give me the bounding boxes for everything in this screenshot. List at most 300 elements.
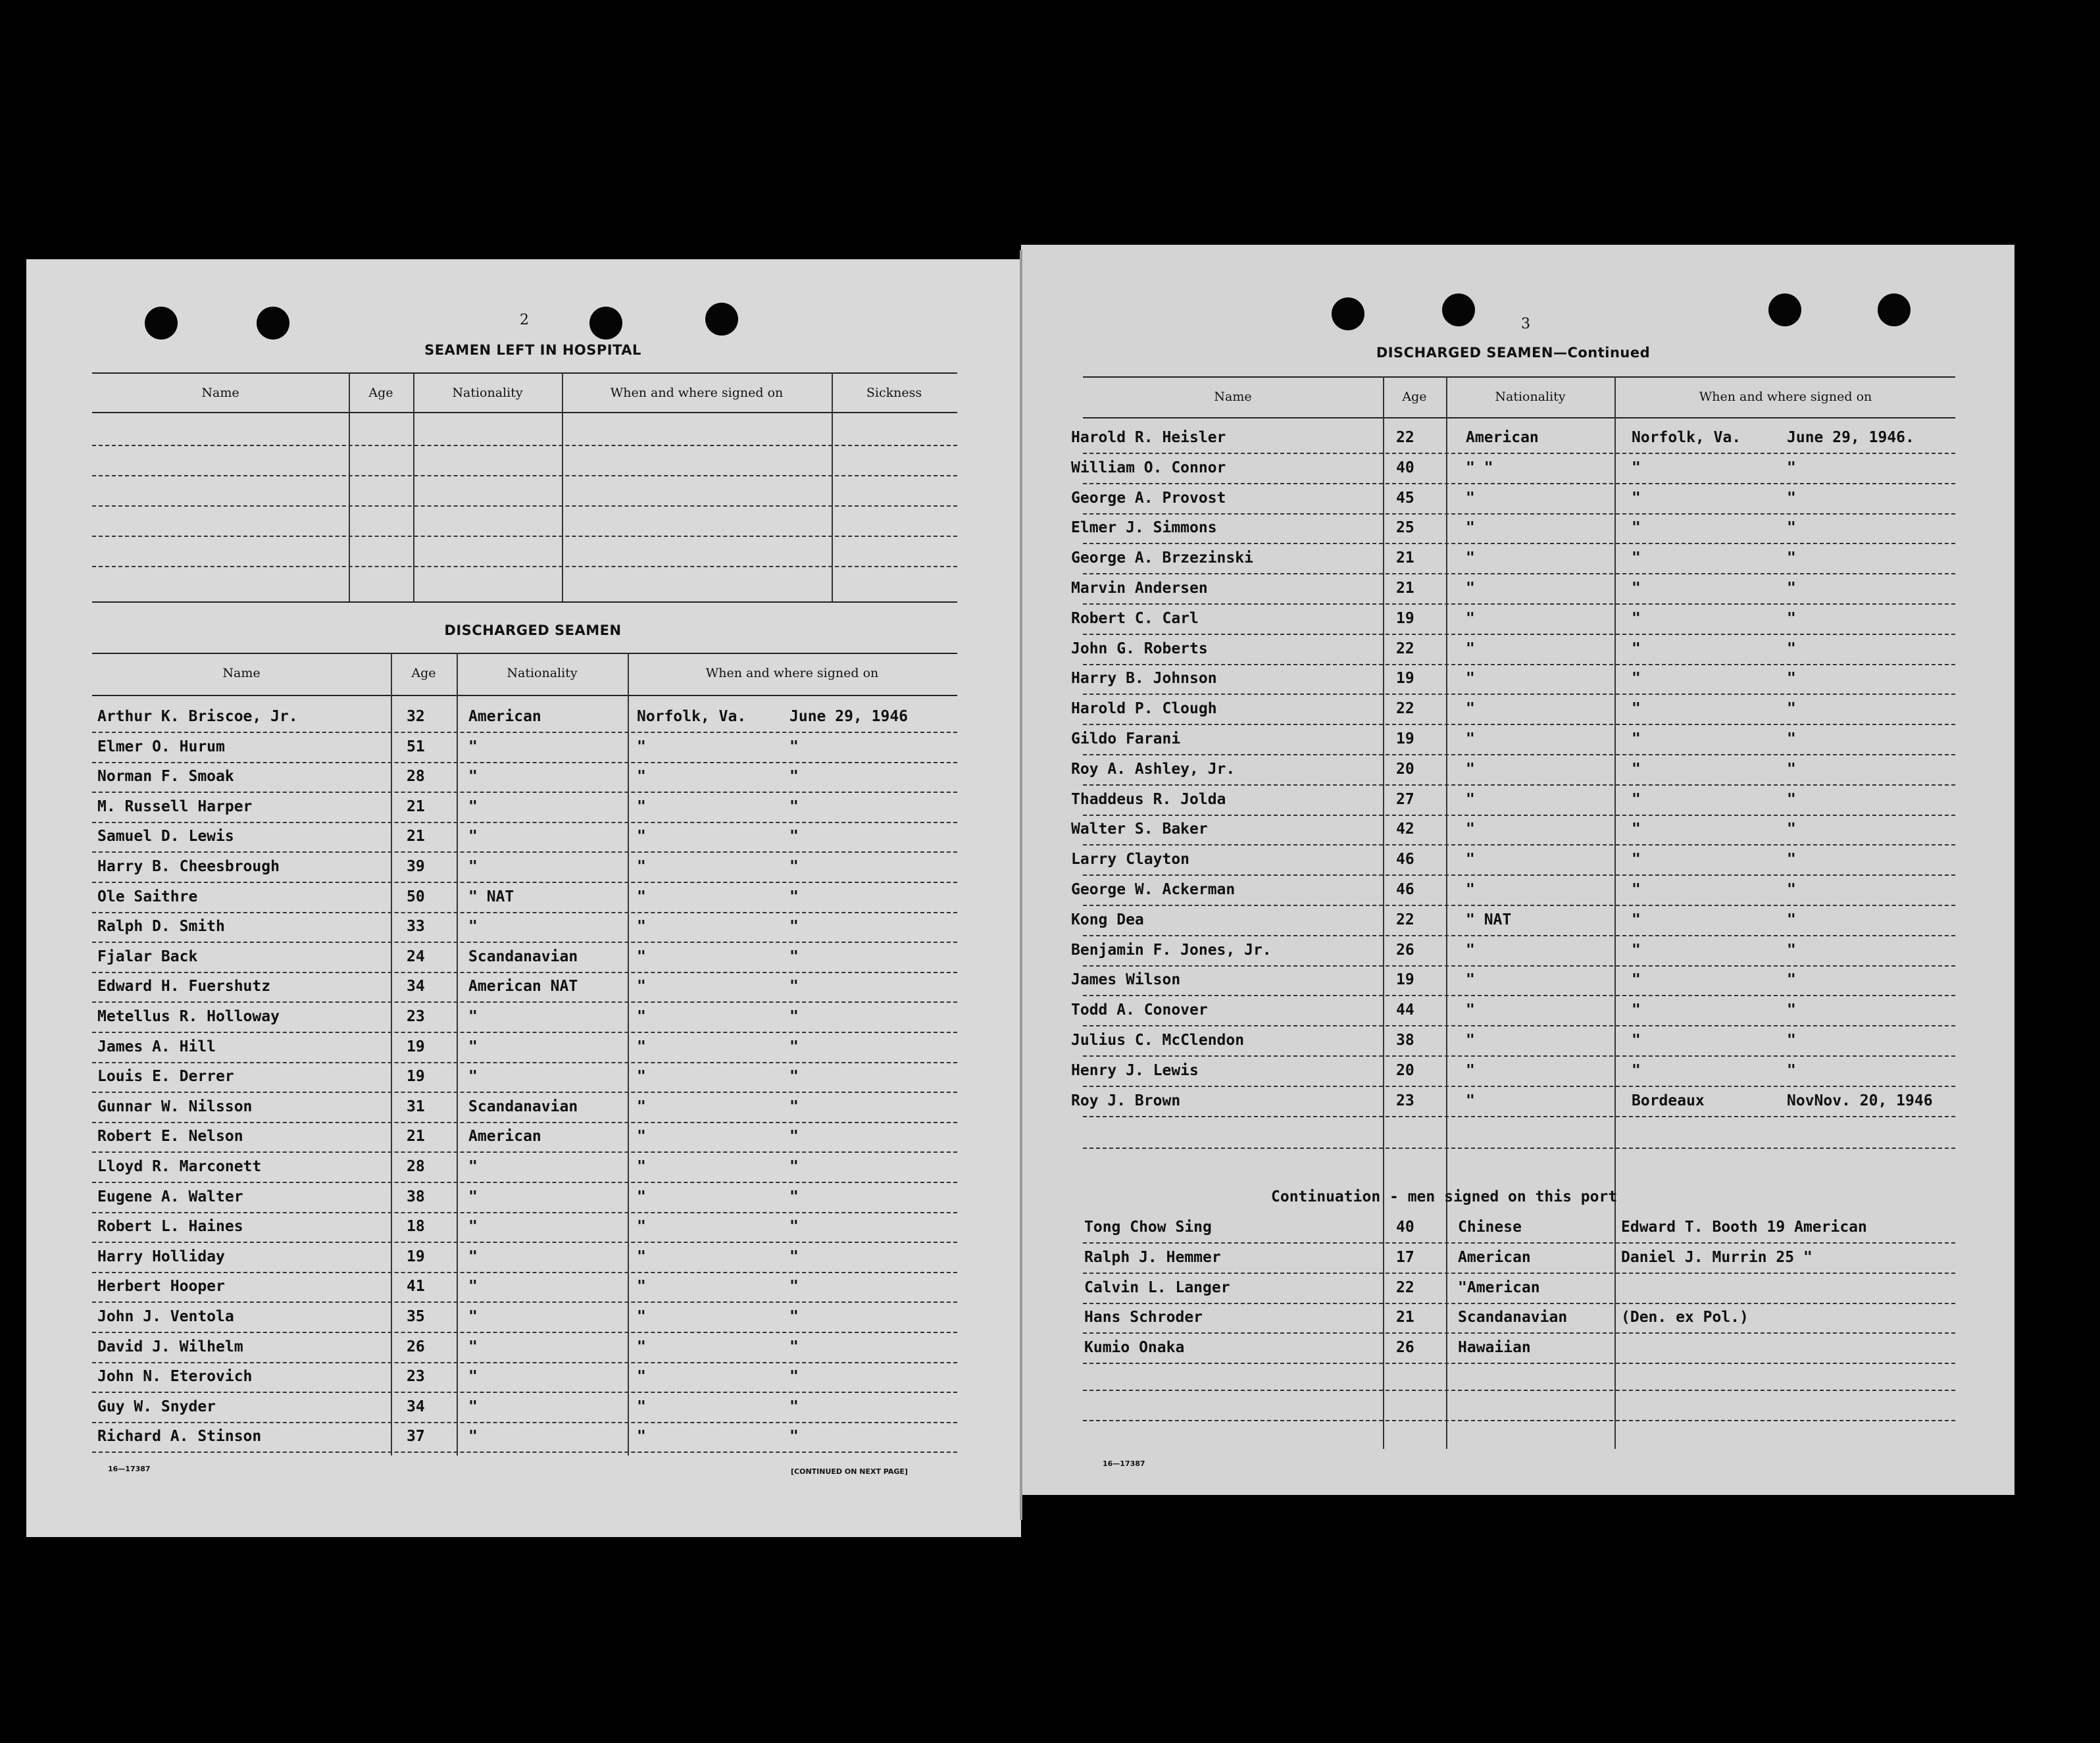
signed-on-place: " (637, 947, 646, 965)
signed-on-date: " (789, 978, 799, 996)
table-row-line (1083, 965, 1955, 967)
seaman-nationality: " (468, 828, 478, 846)
seaman-name: James Wilson (1071, 971, 1181, 989)
punch-hole (589, 307, 622, 340)
seaman-name: Walter S. Baker (1071, 821, 1208, 838)
signed-on-date: " (1787, 1061, 1796, 1079)
signed-on-date: " (789, 1008, 799, 1025)
seaman-nationality: " (1466, 851, 1475, 869)
seaman-name: William O. Connor (1071, 459, 1226, 476)
seaman-nationality: " (1466, 760, 1475, 778)
signed-on-place: " (637, 768, 646, 786)
seaman-age: 23 (407, 1008, 425, 1025)
seaman-name: Henry J. Lewis (1071, 1061, 1199, 1079)
seaman-age: 27 (1396, 790, 1414, 808)
signed-on-place: " (1632, 459, 1641, 476)
seaman-age: 35 (407, 1308, 425, 1325)
seaman-nationality: " (468, 1368, 478, 1386)
seaman-name: Kong Dea (1071, 911, 1144, 928)
seaman-age: 21 (1396, 549, 1414, 567)
seaman-nationality: " (1466, 941, 1475, 959)
hospital-section-title: SEAMEN LEFT IN HOSPITAL (424, 342, 641, 358)
seaman-name: David J. Wilhelm (97, 1338, 243, 1355)
seaman-age: 26 (1396, 1339, 1414, 1357)
table-row-line (92, 882, 957, 883)
punch-hole (705, 303, 738, 336)
discharged-header-age: Age (411, 666, 436, 680)
table-row-line (92, 1362, 957, 1363)
table-row-line (1083, 1303, 1955, 1304)
signed-on-date: " (1787, 881, 1796, 898)
seaman-age: 22 (1396, 911, 1414, 928)
table-row-line (1083, 784, 1955, 786)
signed-on-place: " (637, 1158, 646, 1175)
signed-on-place: " (637, 918, 646, 936)
signed-on-place: " (1632, 881, 1641, 898)
table-row-line (1083, 453, 1955, 454)
signed-on-place: " (637, 1278, 646, 1296)
table-row-line (1083, 1363, 1955, 1364)
seaman-age: 50 (407, 888, 425, 905)
table-row-line (92, 1392, 957, 1393)
seaman-nationality: " (1466, 670, 1475, 688)
seaman-nationality: " (1466, 519, 1475, 537)
signed-on-place: " (1632, 1001, 1641, 1019)
seaman-name: Edward H. Fuershutz (97, 978, 271, 996)
signed-on-place: " (637, 1218, 646, 1236)
signed-on-date: " (789, 947, 799, 965)
seaman-age: 37 (407, 1428, 425, 1446)
seaman-age: 32 (407, 708, 425, 725)
signed-on-place: " (1632, 640, 1641, 657)
seaman-name: Lloyd R. Marconett (97, 1158, 262, 1175)
seaman-name: Tong Chow Sing (1084, 1219, 1212, 1236)
signed-on-place: " (1632, 580, 1641, 597)
continued-note: [CONTINUED ON NEXT PAGE] (791, 1467, 908, 1476)
seaman-age: 18 (407, 1218, 425, 1236)
seaman-nationality: " (468, 1398, 478, 1415)
table-row-line (92, 1182, 957, 1183)
discharged-col-line (391, 653, 392, 1455)
seaman-name: John G. Roberts (1071, 640, 1208, 657)
seaman-nationality: American (1466, 429, 1539, 446)
signed-on-date: " (789, 1338, 799, 1355)
right-header-rule (1083, 417, 1955, 418)
signed-on-place: " (637, 1398, 646, 1415)
seaman-name: Harry Holliday (97, 1248, 225, 1265)
signed-on-date: " (789, 1128, 799, 1146)
seaman-nationality: Scandanavian (1458, 1309, 1568, 1326)
seaman-age: 46 (1396, 851, 1414, 869)
seaman-age: 28 (407, 1158, 425, 1175)
seaman-nationality: American (1458, 1248, 1531, 1266)
additional-entry: Edward T. Booth 19 American (1621, 1219, 1867, 1236)
continuation-title: Continuation - men signed on this port (1271, 1188, 1618, 1205)
discharged-header-nationality: Nationality (507, 666, 578, 680)
seaman-age: 19 (1396, 609, 1414, 627)
seaman-age: 42 (1396, 821, 1414, 838)
seaman-nationality: " (468, 1038, 478, 1055)
seaman-age: 22 (1396, 429, 1414, 446)
discharged-col-line (457, 653, 458, 1455)
signed-on-place: " (637, 1368, 646, 1386)
table-row-line (92, 1242, 957, 1243)
seaman-name: Eugene A. Walter (97, 1188, 243, 1205)
signed-on-date: " (789, 1218, 799, 1236)
signed-on-date: " (1787, 851, 1796, 869)
seaman-age: 17 (1396, 1248, 1414, 1266)
seaman-age: 21 (1396, 580, 1414, 597)
signed-on-place: " (637, 1008, 646, 1025)
signed-on-date: " (789, 1278, 799, 1296)
seaman-nationality: " NAT (468, 888, 514, 905)
punch-hole (1442, 293, 1475, 326)
seaman-age: 19 (1396, 670, 1414, 688)
table-row-line (1083, 905, 1955, 906)
signed-on-place: " (637, 1038, 646, 1055)
table-row-line (1083, 1055, 1955, 1057)
signed-on-date: " (789, 1428, 799, 1446)
seaman-age: 22 (1396, 700, 1414, 718)
table-row-line (92, 792, 957, 793)
signed-on-date: " (1787, 760, 1796, 778)
hospital-col-line (349, 372, 350, 601)
seaman-nationality: " (1466, 730, 1475, 747)
seaman-name: Louis E. Derrer (97, 1068, 234, 1086)
page-fold (1020, 250, 1022, 1520)
seaman-nationality: " (1466, 489, 1475, 507)
seaman-age: 21 (407, 797, 425, 815)
signed-on-place: " (1632, 1032, 1641, 1049)
signed-on-date: " (789, 797, 799, 815)
seaman-nationality: " (1466, 971, 1475, 989)
seaman-nationality: Hawaiian (1458, 1339, 1531, 1357)
table-row-line (1083, 815, 1955, 816)
signed-on-date: " (789, 918, 799, 936)
hospital-header-age: Age (368, 386, 393, 400)
table-row-line (1083, 844, 1955, 846)
seaman-nationality: " (1466, 821, 1475, 838)
signed-on-date: " (1787, 790, 1796, 808)
signed-on-date: " (1787, 519, 1796, 537)
seaman-age: 21 (407, 828, 425, 846)
signed-on-date: " (1787, 670, 1796, 688)
signed-on-place: " (637, 888, 646, 905)
seaman-age: 41 (407, 1278, 425, 1296)
table-row-line (1083, 573, 1955, 574)
signed-on-place: " (1632, 851, 1641, 869)
seaman-name: Gunnar W. Nilsson (97, 1098, 253, 1115)
seaman-name: Robert L. Haines (97, 1218, 243, 1236)
seaman-age: 25 (1396, 519, 1414, 537)
signed-on-place: " (637, 1338, 646, 1355)
seaman-name: M. Russell Harper (97, 797, 253, 815)
hospital-col-line (562, 372, 563, 601)
table-row-line (92, 1212, 957, 1213)
punch-hole (1768, 293, 1801, 326)
signed-on-place: " (637, 1248, 646, 1265)
seaman-nationality: " (468, 1308, 478, 1325)
seaman-nationality: Scandanavian (468, 1098, 578, 1115)
hospital-header-rule (92, 412, 957, 413)
seaman-nationality: " (1466, 881, 1475, 898)
discharged-section-title: DISCHARGED SEAMEN (444, 622, 622, 638)
table-row-line (1083, 1390, 1955, 1391)
seaman-name: Calvin L. Langer (1084, 1278, 1230, 1296)
signed-on-date: " (789, 858, 799, 875)
signed-on-date: NovNov. 20, 1946 (1787, 1092, 1933, 1109)
table-row-line (1083, 1086, 1955, 1087)
table-row-line (92, 1301, 957, 1303)
page-number: 2 (520, 312, 529, 328)
signed-on-date: " (789, 1188, 799, 1205)
signed-on-date: " (1787, 971, 1796, 989)
form-number: 16—17387 (1103, 1459, 1145, 1468)
seaman-name: James A. Hill (97, 1038, 216, 1055)
seaman-name: Herbert Hooper (97, 1278, 225, 1296)
signed-on-place: " (1632, 790, 1641, 808)
hospital-row-line (92, 566, 957, 567)
signed-on-place: " (637, 797, 646, 815)
page-number: 3 (1521, 316, 1530, 332)
continued-section-title: DISCHARGED SEAMEN—Continued (1376, 345, 1651, 361)
seaman-age: 19 (407, 1248, 425, 1265)
signed-on-date: " (1787, 1001, 1796, 1019)
seaman-name: Robert C. Carl (1071, 609, 1199, 627)
signed-on-date: " (789, 1248, 799, 1265)
seaman-age: 19 (1396, 730, 1414, 747)
seaman-age: 23 (1396, 1092, 1414, 1109)
right-header-age: Age (1402, 390, 1427, 404)
signed-on-date: " (1787, 1032, 1796, 1049)
seaman-nationality: American NAT (468, 978, 578, 996)
punch-hole (1878, 293, 1911, 326)
table-row-line (1083, 1148, 1955, 1149)
signed-on-date: " (1787, 730, 1796, 747)
seaman-name: Harold P. Clough (1071, 700, 1217, 718)
seaman-age: 26 (1396, 941, 1414, 959)
signed-on-date: " (1787, 609, 1796, 627)
seaman-name: Richard A. Stinson (97, 1428, 262, 1446)
signed-on-place: " (1632, 971, 1641, 989)
seaman-age: 33 (407, 918, 425, 936)
seaman-name: Ralph J. Hemmer (1084, 1248, 1221, 1266)
hospital-row-line (92, 536, 957, 537)
seaman-nationality: " (468, 1008, 478, 1025)
punch-hole (145, 307, 178, 340)
table-row-line (92, 1332, 957, 1333)
seaman-age: 21 (1396, 1309, 1414, 1326)
seaman-name: Todd A. Conover (1071, 1001, 1208, 1019)
table-row-line (1083, 724, 1955, 725)
seaman-nationality: " (468, 738, 478, 755)
table-row-line (92, 912, 957, 913)
seaman-nationality: " (468, 1068, 478, 1086)
signed-on-date: " (1787, 821, 1796, 838)
discharged-col-line (628, 653, 629, 1455)
seaman-name: Elmer J. Simmons (1071, 519, 1217, 537)
seaman-age: 34 (407, 978, 425, 996)
signed-on-place: " (1632, 549, 1641, 567)
seaman-nationality: " (1466, 790, 1475, 808)
signed-on-place: " (1632, 670, 1641, 688)
seaman-age: 44 (1396, 1001, 1414, 1019)
seaman-name: Samuel D. Lewis (97, 828, 234, 846)
table-row-line (92, 1151, 957, 1153)
seaman-nationality: Chinese (1458, 1219, 1522, 1236)
hospital-row-line (92, 505, 957, 507)
signed-on-date: June 29, 1946 (789, 708, 909, 725)
signed-on-date: " (1787, 459, 1796, 476)
right-header-signed-on: When and where signed on (1699, 390, 1872, 404)
signed-on-date: " (789, 1038, 799, 1055)
seaman-age: 40 (1396, 1219, 1414, 1236)
right-col-line (1383, 376, 1384, 1449)
table-row-line (92, 1452, 957, 1453)
table-row-line (1083, 1332, 1955, 1334)
table-row-line (1083, 1242, 1955, 1244)
right-col-line (1446, 376, 1447, 1449)
seaman-nationality: " (1466, 609, 1475, 627)
table-row-line (1083, 543, 1955, 544)
seaman-name: Metellus R. Holloway (97, 1008, 280, 1025)
seaman-nationality: "American (1458, 1278, 1540, 1296)
table-row-line (92, 1272, 957, 1273)
right-col-line (1614, 376, 1616, 1449)
signed-on-place: " (1632, 609, 1641, 627)
table-row-line (92, 732, 957, 733)
table-row-line (92, 822, 957, 823)
seaman-name: Fjalar Back (97, 947, 198, 965)
signed-on-date: " (789, 1308, 799, 1325)
signed-on-place: Norfolk, Va. (1632, 429, 1741, 446)
seaman-nationality: " (468, 858, 478, 875)
signed-on-place: " (1632, 941, 1641, 959)
signed-on-place: " (1632, 821, 1641, 838)
table-row-line (92, 972, 957, 973)
form-number: 16—17387 (108, 1465, 151, 1473)
signed-on-place: " (637, 738, 646, 755)
right-header-name: Name (1214, 390, 1252, 404)
table-row-line (92, 1001, 957, 1003)
seaman-name: Larry Clayton (1071, 851, 1190, 869)
signed-on-date: " (789, 768, 799, 786)
signed-on-place: " (637, 858, 646, 875)
table-row-line (1083, 1420, 1955, 1421)
hospital-bottom-rule (92, 601, 957, 603)
signed-on-date: " (1787, 941, 1796, 959)
punch-hole (257, 307, 289, 340)
seaman-age: 21 (407, 1128, 425, 1146)
seaman-nationality: " (468, 1248, 478, 1265)
seaman-name: Benjamin F. Jones, Jr. (1071, 941, 1272, 959)
signed-on-place: " (1632, 730, 1641, 747)
seaman-nationality: Scandanavian (468, 947, 578, 965)
signed-on-place: " (1632, 1061, 1641, 1079)
seaman-age: 39 (407, 858, 425, 875)
hospital-row-line (92, 475, 957, 476)
signed-on-place: Norfolk, Va. (637, 708, 747, 725)
signed-on-place: " (637, 1188, 646, 1205)
seaman-nationality: American (468, 1128, 541, 1146)
signed-on-place: " (637, 1068, 646, 1086)
discharged-header-name: Name (222, 666, 261, 680)
seaman-name: George W. Ackerman (1071, 881, 1236, 898)
signed-on-date: " (1787, 911, 1796, 928)
table-row-line (1083, 664, 1955, 665)
table-row-line (1083, 1116, 1955, 1117)
table-row-line (1083, 483, 1955, 484)
seaman-nationality: " (468, 797, 478, 815)
table-row-line (92, 1092, 957, 1093)
signed-on-place: " (637, 1128, 646, 1146)
right-header-nationality: Nationality (1495, 390, 1566, 404)
seaman-nationality: " (468, 1158, 478, 1175)
signed-on-date: " (1787, 489, 1796, 507)
seaman-nationality: " (1466, 1061, 1475, 1079)
seaman-nationality: " (468, 918, 478, 936)
seaman-nationality: " (468, 1338, 478, 1355)
seaman-nationality: " (1466, 549, 1475, 567)
seaman-age: 28 (407, 768, 425, 786)
table-row-line (92, 1062, 957, 1063)
table-row-line (92, 851, 957, 853)
seaman-name: Arthur K. Briscoe, Jr. (97, 708, 298, 725)
seaman-nationality: " NAT (1466, 911, 1512, 928)
additional-entry: (Den. ex Pol.) (1621, 1309, 1749, 1326)
signed-on-date: " (1787, 580, 1796, 597)
signed-on-date: " (1787, 549, 1796, 567)
additional-entry: Daniel J. Murrin 25 " (1621, 1248, 1813, 1266)
seaman-nationality: " (1466, 640, 1475, 657)
table-row-line (1083, 754, 1955, 755)
seaman-age: 31 (407, 1098, 425, 1115)
seaman-name: John J. Ventola (97, 1308, 234, 1325)
seaman-name: Hans Schroder (1084, 1309, 1203, 1326)
seaman-age: 20 (1396, 1061, 1414, 1079)
seaman-name: Harry B. Johnson (1071, 670, 1217, 688)
signed-on-date: " (789, 1068, 799, 1086)
seaman-name: Roy J. Brown (1071, 1092, 1181, 1109)
seaman-name: Ole Saithre (97, 888, 198, 905)
signed-on-date: " (789, 828, 799, 846)
seaman-name: Harry B. Cheesbrough (97, 858, 280, 875)
table-row-line (92, 1032, 957, 1033)
punch-hole (1332, 297, 1364, 330)
signed-on-place: " (1632, 519, 1641, 537)
seaman-nationality: " (468, 1278, 478, 1296)
signed-on-date: " (789, 1098, 799, 1115)
seaman-name: Kumio Onaka (1084, 1339, 1185, 1357)
table-row-line (92, 1122, 957, 1123)
seaman-age: 26 (407, 1338, 425, 1355)
seaman-nationality: " " (1466, 459, 1493, 476)
hospital-header-sickness: Sickness (866, 386, 922, 400)
seaman-nationality: " (468, 768, 478, 786)
table-row-line (92, 942, 957, 943)
seaman-age: 20 (1396, 760, 1414, 778)
hospital-header-name: Name (201, 386, 239, 400)
signed-on-date: " (789, 1398, 799, 1415)
seaman-age: 19 (407, 1068, 425, 1086)
table-row-line (92, 762, 957, 763)
seaman-name: Julius C. McClendon (1071, 1032, 1245, 1049)
seaman-name: Gildo Farani (1071, 730, 1181, 747)
seaman-age: 46 (1396, 881, 1414, 898)
discharged-top-rule (92, 653, 957, 654)
seaman-age: 34 (407, 1398, 425, 1415)
table-row-line (1083, 935, 1955, 936)
